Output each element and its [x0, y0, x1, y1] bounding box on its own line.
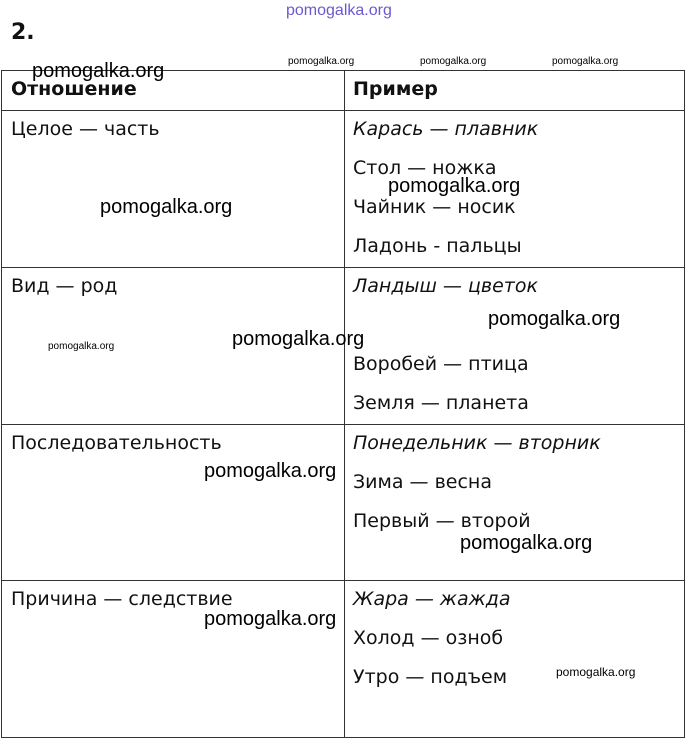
column-divider: [344, 71, 345, 737]
watermark: pomogalka.org: [286, 2, 392, 19]
example-cell: Зима — весна: [353, 471, 492, 493]
watermark: pomogalka.org: [48, 341, 115, 352]
example-cell: Земля — планета: [353, 392, 529, 414]
watermark: pomogalka.org: [488, 308, 621, 330]
watermark: pomogalka.org: [552, 56, 619, 67]
relation-cell: Причина — следствие: [11, 588, 233, 610]
header-divider: [2, 110, 684, 111]
watermark: pomogalka.org: [232, 328, 365, 350]
example-cell: Ландыш — цветок: [353, 275, 538, 297]
row-divider: [2, 267, 684, 268]
example-cell: Холод — озноб: [353, 627, 504, 649]
watermark: pomogalka.org: [204, 460, 337, 482]
header-relation: Отношение: [11, 78, 137, 100]
watermark: pomogalka.org: [556, 665, 636, 679]
example-cell: Ладонь - пальцы: [353, 235, 522, 257]
header-example: Пример: [353, 78, 438, 100]
example-cell: Понедельник — вторник: [353, 432, 601, 454]
watermark: pomogalka.org: [388, 175, 521, 197]
watermark: pomogalka.org: [460, 532, 593, 554]
example-cell: Жара — жажда: [353, 588, 511, 610]
example-cell: Утро — подъем: [353, 666, 508, 688]
example-cell: Первый — второй: [353, 510, 531, 532]
watermark: pomogalka.org: [420, 56, 487, 67]
watermark: pomogalka.org: [204, 608, 337, 630]
example-cell: Карась — плавник: [353, 118, 539, 140]
example-cell: Стол — ножка: [353, 157, 497, 179]
watermark: pomogalka.org: [100, 196, 233, 218]
relation-cell: Вид — род: [11, 275, 118, 297]
relation-cell: Последовательность: [11, 432, 222, 454]
row-divider: [2, 424, 684, 425]
watermark: pomogalka.org: [288, 56, 355, 67]
example-cell: Чайник — носик: [353, 196, 516, 218]
relations-table: [1, 70, 685, 738]
task-number: 2.: [11, 20, 35, 45]
example-cell: Воробей — птица: [353, 353, 529, 375]
row-divider: [2, 580, 684, 581]
relation-cell: Целое — часть: [11, 118, 160, 140]
watermark: pomogalka.org: [32, 60, 165, 82]
